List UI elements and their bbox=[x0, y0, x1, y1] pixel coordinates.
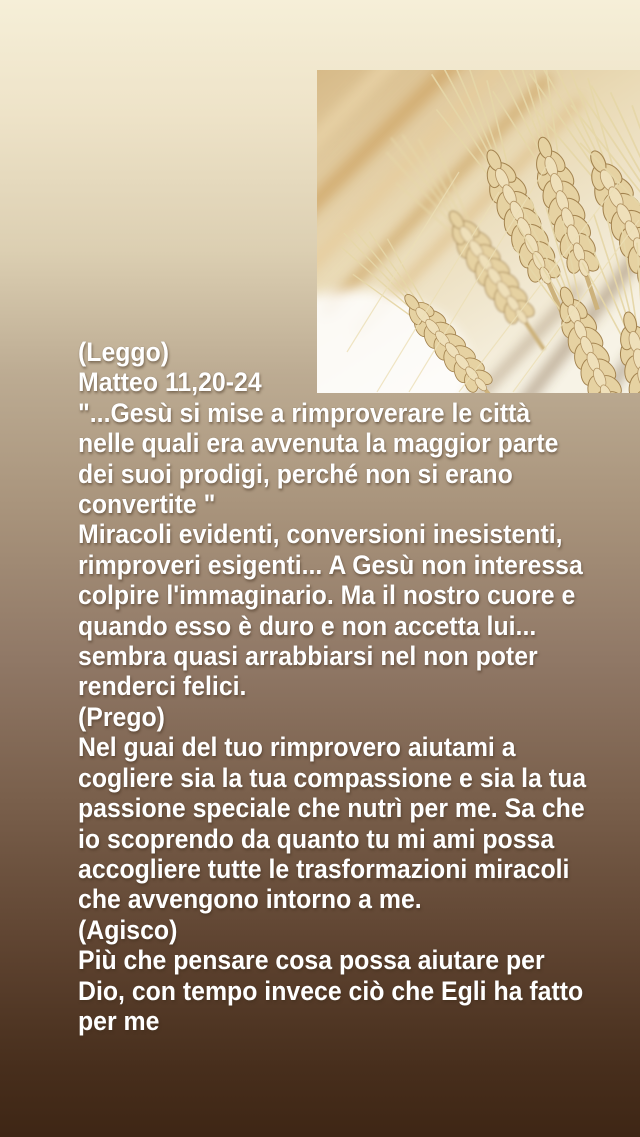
story-text-line: quando esso è duro e non accetta lui... bbox=[78, 610, 537, 641]
story-text-line: Più che pensare cosa possa aiutare per bbox=[78, 945, 545, 976]
story-text-line: convertite " bbox=[78, 489, 216, 520]
story-text-line: accogliere tutte le trasformazioni miracoli bbox=[78, 853, 570, 884]
story-text-line: Matteo 11,20-24 bbox=[78, 367, 262, 398]
story-text-line: io scoprendo da quanto tu mi ami possa bbox=[78, 823, 555, 854]
story-text-line: "...Gesù si mise a rimproverare le città bbox=[78, 397, 531, 428]
story-text-line: nelle quali era avvenuta la maggior parte bbox=[78, 428, 559, 459]
story-text-line: rimproveri esigenti... A Gesù non interessa bbox=[78, 549, 583, 580]
story-text bbox=[78, 337, 640, 1036]
story-text-line: sembra quasi arrabbiarsi nel non poter bbox=[78, 641, 538, 672]
story-text-line: passione speciale che nutrì per me. Sa che bbox=[78, 793, 585, 824]
story-text-line: renderci felici. bbox=[78, 671, 247, 702]
story-text-line: colpire l'immaginario. Ma il nostro cuore e bbox=[78, 580, 576, 611]
story-text-line: (Leggo) bbox=[78, 337, 170, 367]
story-text-line: per me bbox=[78, 1005, 160, 1036]
story-text-line: Miracoli evidenti, conversioni inesistenti, bbox=[78, 519, 563, 550]
story-text-line: (Agisco) bbox=[78, 914, 178, 945]
story-text-line: cogliere sia la tua compassione e sia la tua bbox=[78, 762, 587, 793]
story-text-line: Dio, con tempo invece ciò che Egli ha fatto bbox=[78, 975, 584, 1006]
story-text-line: Nel guai del tuo rimprovero aiutami a bbox=[78, 732, 516, 763]
story-text-line: che avvengono intorno a me. bbox=[78, 884, 422, 915]
story-text-line: dei suoi prodigi, perché non si erano bbox=[78, 458, 513, 489]
story-text-line: (Prego) bbox=[78, 701, 165, 732]
